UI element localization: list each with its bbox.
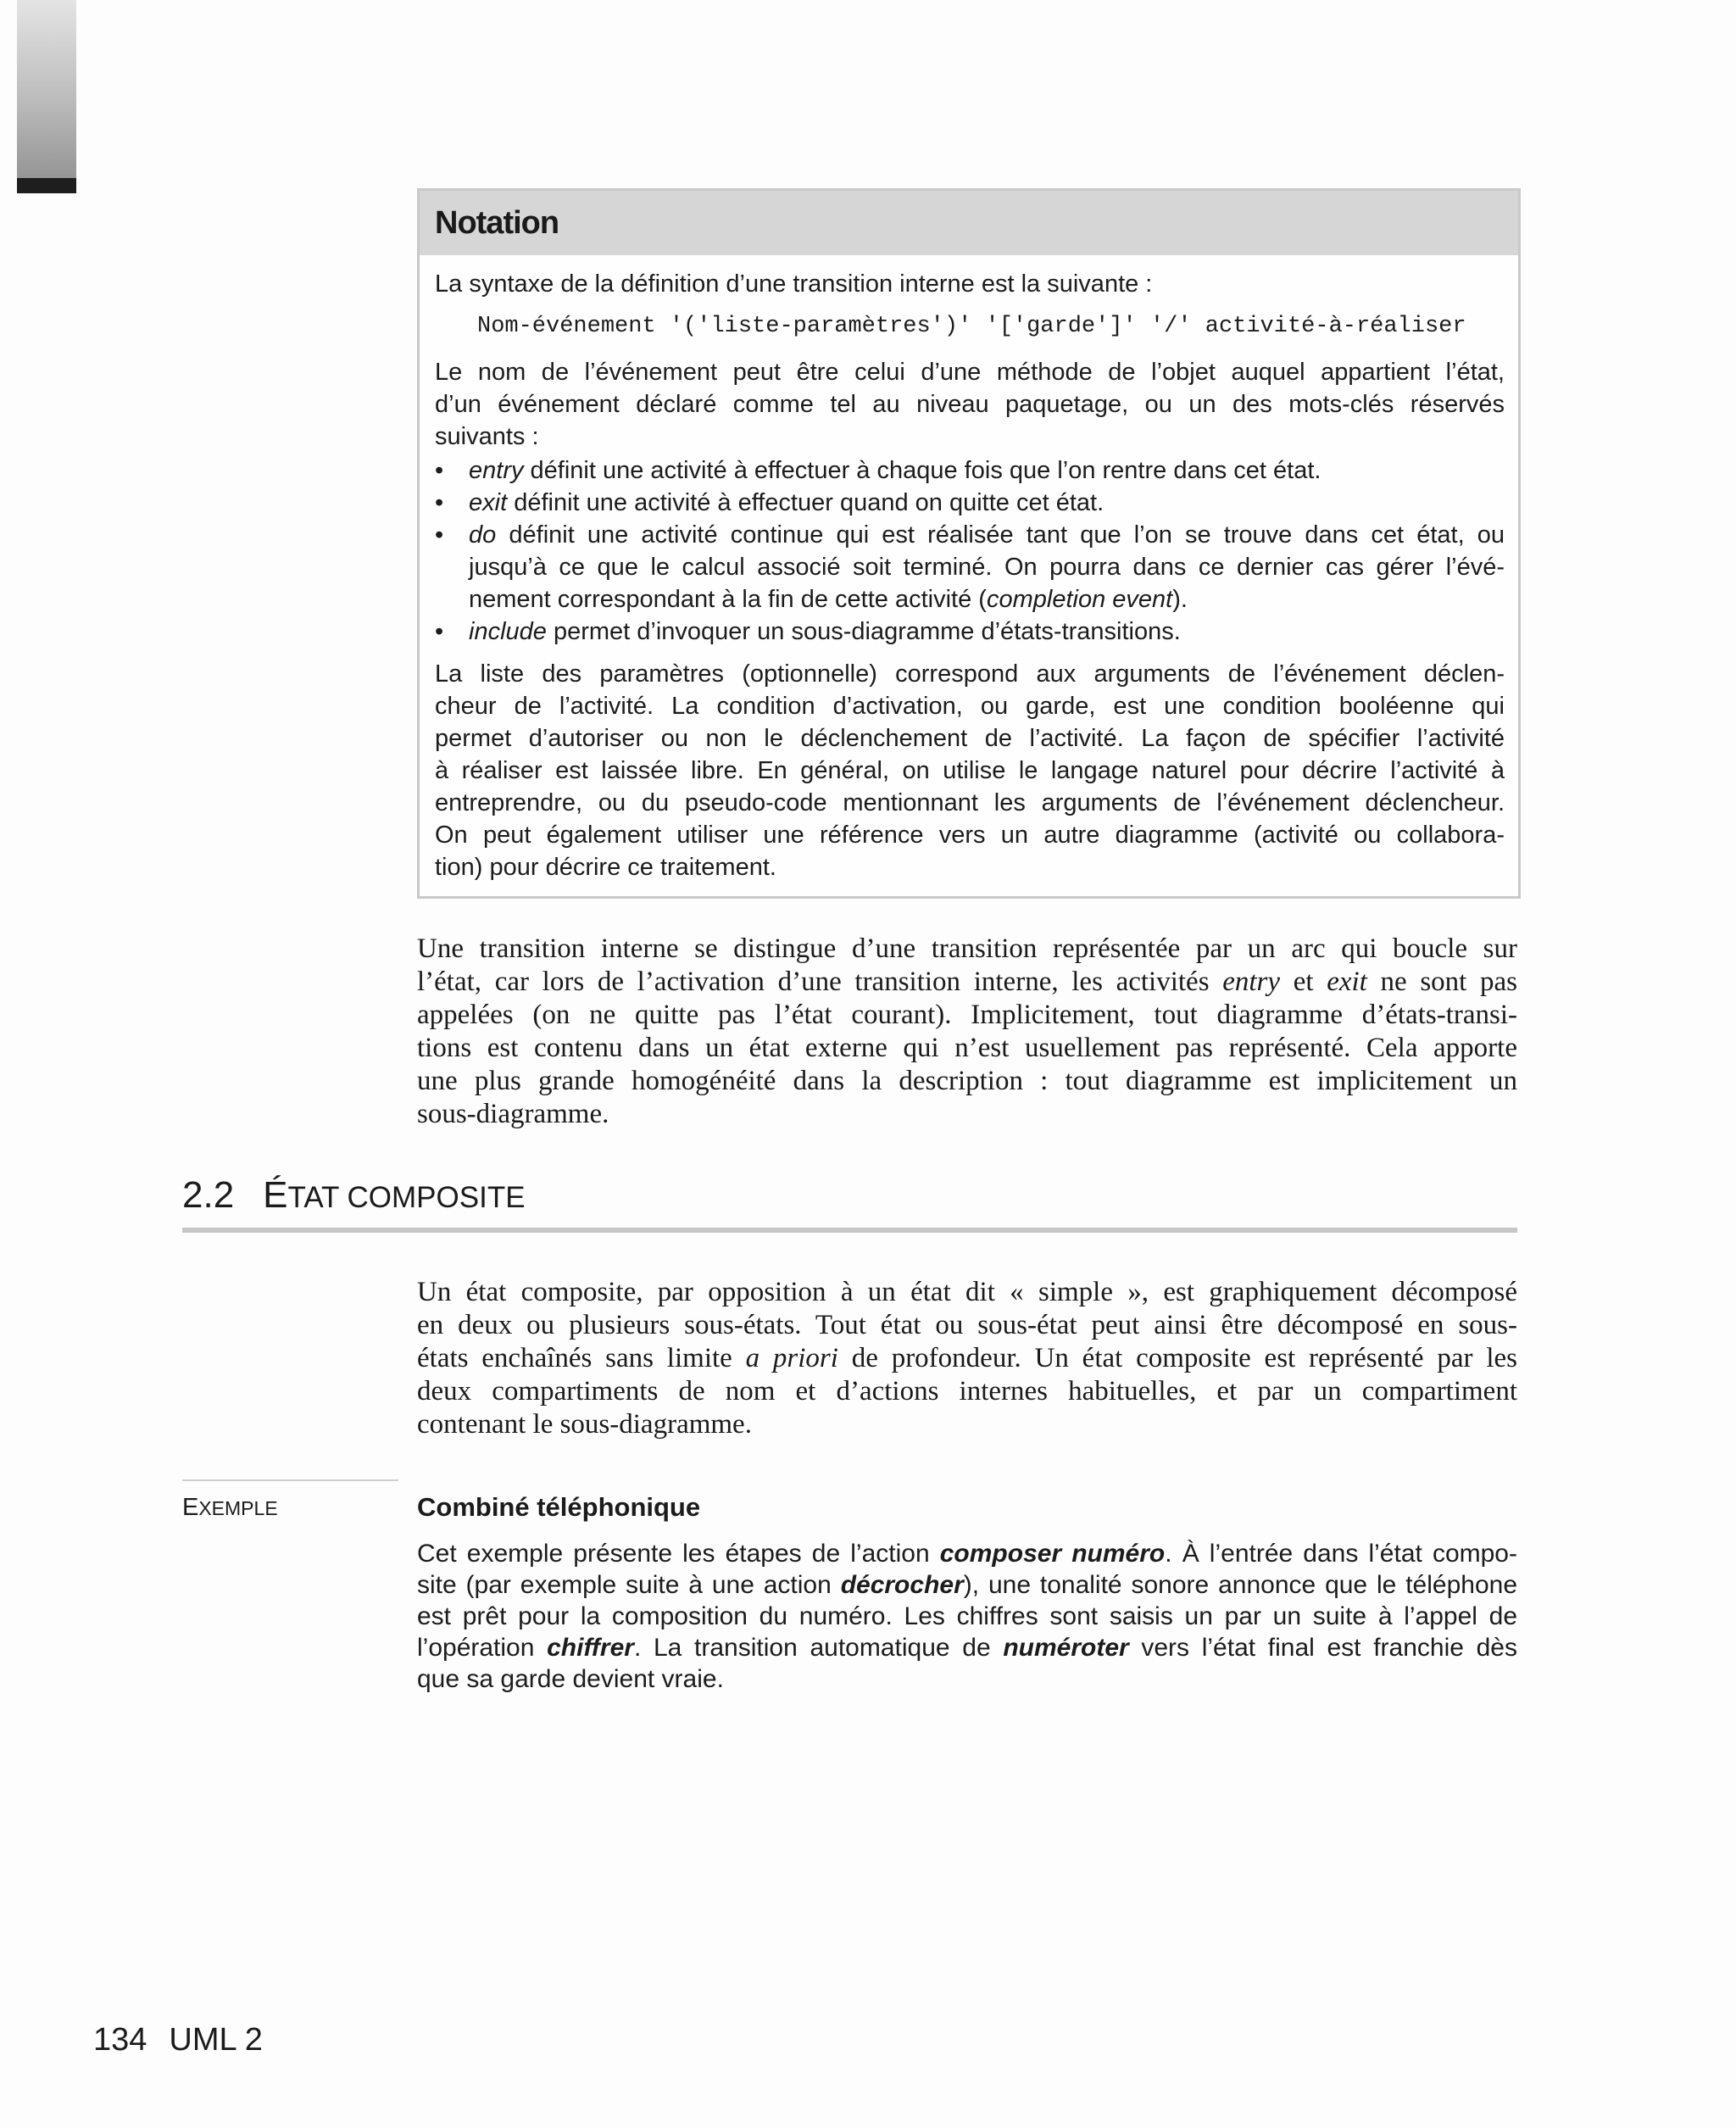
- book-title: UML 2: [169, 2022, 263, 2058]
- body-line: [417, 1342, 1517, 1375]
- bullet-marker: •: [435, 489, 444, 516]
- transition-numeroter: numéroter: [1003, 1634, 1129, 1662]
- section-number: 2.2: [182, 1174, 235, 1216]
- text-run: états enchaînés sans limite: [417, 1343, 746, 1373]
- thumb-index-bar: [17, 178, 76, 193]
- action-decrocher: décrocher: [840, 1571, 964, 1599]
- notation-paragraph-line: cheur de l’activité. La condition d’activation, ou garde, est une condition booléenne qui: [435, 693, 1505, 720]
- text-run: Cet exemple présente les étapes de l’action: [417, 1540, 940, 1568]
- example-title: Combiné téléphonique: [417, 1492, 701, 1522]
- bullet-marker: •: [435, 521, 444, 549]
- example-line: [417, 1632, 1517, 1663]
- bullet-text: définit une activité à effectuer à chaque fois que l’on rentre dans cet état.: [523, 457, 1321, 484]
- body-line: Une transition interne se distingue d’une transition représentée par un arc qui boucle sur: [417, 933, 1517, 964]
- notation-paragraph-line: à réaliser est laissée libre. En général, on utilise le langage naturel pour décrire l’activité à: [435, 757, 1505, 784]
- section-heading: [182, 1174, 526, 1217]
- text-run: . À l’entrée dans l’état compo-: [1165, 1540, 1517, 1568]
- section-title-rest: TAT COMPOSITE: [287, 1181, 526, 1214]
- example-label-initial: E: [182, 1494, 199, 1521]
- section-rule: [182, 1228, 1517, 1233]
- body-line: en deux ou plusieurs sous-états. Tout état ou sous-état peut ainsi être décomposé en sous-: [417, 1310, 1517, 1340]
- text-run: . La transition automatique de: [633, 1634, 1004, 1662]
- notation-paragraph-line: d’un événement déclaré comme tel au niveau paquetage, ou un des mots-clés réservés: [435, 391, 1505, 418]
- text-run: ), une tonalité sonore annonce que le téléphone: [963, 1571, 1518, 1599]
- text-run: de profondeur. Un état composite est représenté par les: [837, 1343, 1517, 1373]
- example-line: que sa garde devient vraie.: [417, 1665, 724, 1693]
- body-line: [417, 966, 1517, 999]
- section-title-initial: É: [263, 1174, 288, 1216]
- bullet-include: [469, 616, 1181, 648]
- bullet-marker: •: [435, 618, 444, 645]
- thumb-index-tab: [17, 0, 76, 193]
- body-line: tions est contenu dans un état externe qui n’est usuellement pas représenté. Cela apporte: [417, 1033, 1517, 1063]
- notation-paragraph-line: entreprendre, ou du pseudo-code mentionnant les arguments de l’événement déclencheur.: [435, 789, 1505, 816]
- example-label-rest: XEMPLE: [198, 1497, 278, 1519]
- operation-chiffrer: chiffrer: [547, 1634, 634, 1662]
- body-line: Un état composite, par opposition à un état dit « simple », est graphiquement décomposé: [417, 1277, 1517, 1307]
- text-run: l’état, car lors de l’activation d’une transition interne, les activités: [417, 967, 1223, 997]
- notation-title: Notation: [435, 204, 559, 241]
- keyword-include: include: [469, 618, 547, 645]
- notation-paragraph-line: tion) pour décrire ce traitement.: [435, 854, 776, 881]
- text-run: site (par exemple suite à une action: [417, 1571, 841, 1599]
- bullet-do-line3: [469, 584, 1188, 616]
- body-line: sous-diagramme.: [417, 1099, 609, 1129]
- keyword-exit: exit: [1327, 967, 1367, 997]
- text-run: l’opération: [417, 1634, 548, 1662]
- text-run: vers l’état final est franchie dès: [1128, 1634, 1517, 1662]
- notation-paragraph-line: La liste des paramètres (optionnelle) correspond aux arguments de l’événement déclen-: [435, 660, 1505, 688]
- action-composer-numero: composer numéro: [939, 1540, 1166, 1568]
- bullet-text: nement correspondant à la fin de cette activité (: [469, 586, 987, 613]
- bullet-exit: [469, 487, 1104, 519]
- syntax-code: Nom-événement '('liste-paramètres')' '['garde']' '/' activité-à-réaliser: [477, 314, 1466, 339]
- notation-paragraph-line: Le nom de l’événement peut être celui d’une méthode de l’objet auquel appartient l’état,: [435, 359, 1505, 386]
- bullet-text: définit une activité à effectuer quand on quitte cet état.: [507, 489, 1104, 516]
- keyword-exit: exit: [469, 489, 508, 516]
- example-line: [417, 1538, 1517, 1569]
- bullet-do-line2: jusqu’à ce que le calcul associé soit terminé. On pourra dans ce dernier cas gérer l’évé-: [469, 554, 1505, 581]
- completion-event-term: completion event: [986, 586, 1173, 613]
- keyword-entry: entry: [469, 457, 524, 484]
- body-line: deux compartiments de nom et d’actions internes habituelles, et par un compartiment: [417, 1376, 1517, 1407]
- bullet-do: [469, 520, 1505, 551]
- notation-paragraph-line: suivants :: [435, 423, 539, 450]
- notation-intro: La syntaxe de la définition d’une transition interne est la suivante :: [435, 270, 1153, 298]
- notation-paragraph-line: permet d’autoriser ou non le déclenchement de l’activité. La façon de spécifier l’activité: [435, 725, 1505, 752]
- notation-paragraph-line: On peut également utiliser une référence vers un autre diagramme (activité ou collabora-: [435, 822, 1505, 849]
- example-label: [182, 1494, 278, 1522]
- bullet-entry: [469, 455, 1321, 487]
- body-line: contenant le sous-diagramme.: [417, 1409, 752, 1440]
- body-line: appelées (on ne quitte pas l’état courant). Implicitement, tout diagramme d’états-transi-: [417, 1000, 1517, 1030]
- bullet-marker: •: [435, 457, 444, 484]
- text-run: ne sont pas: [1366, 967, 1517, 997]
- page-number: 134: [93, 2022, 147, 2058]
- margin-rule: [182, 1479, 398, 1481]
- page-footer: [93, 2022, 263, 2058]
- keyword-entry: entry: [1222, 967, 1281, 997]
- example-line: [417, 1569, 1517, 1601]
- body-line: une plus grande homogénéité dans la description : tout diagramme est implicitement un: [417, 1066, 1517, 1096]
- example-line: est prêt pour la composition du numéro. Les chiffres sont saisis un par un suite à l’appel de: [417, 1602, 1517, 1630]
- notation-header: [420, 191, 1518, 255]
- bullet-text: permet d’invoquer un sous-diagramme d’états-transitions.: [546, 618, 1181, 645]
- bullet-text: ).: [1172, 586, 1188, 613]
- text-run: et: [1280, 967, 1327, 997]
- bullet-text: définit une activité continue qui est réalisée tant que l’on se trouve dans cet état, ou: [496, 521, 1505, 549]
- a-priori-term: a priori: [745, 1343, 838, 1373]
- notation-box: [417, 188, 1521, 899]
- keyword-do: do: [469, 521, 497, 549]
